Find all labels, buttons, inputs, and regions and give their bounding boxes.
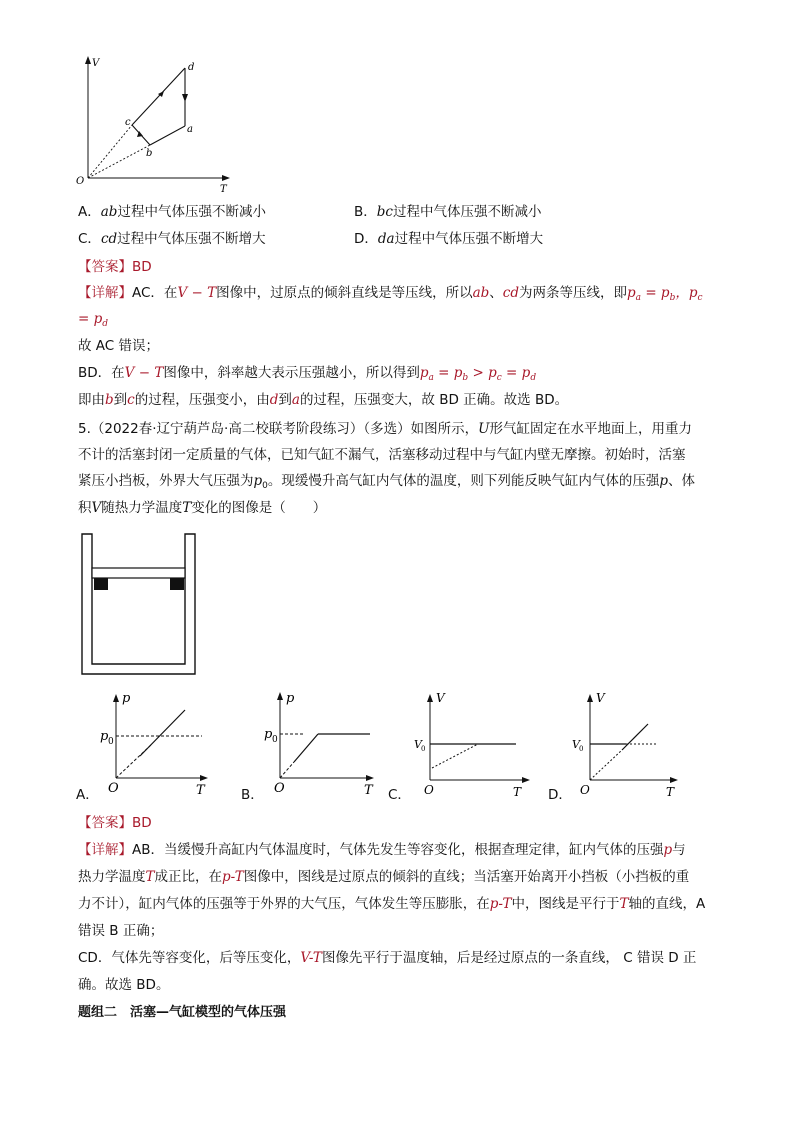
option-b: B．bc过程中气体压强不断减小 — [354, 204, 542, 220]
q5-stem-line2: 不计的活塞封闭一定质量的气体，已知气缸不漏气，活塞移动过程中与气缸内壁无摩擦。初始时，活塞 — [78, 447, 686, 463]
svg-text:V: V — [596, 691, 605, 705]
svg-text:O: O — [580, 783, 590, 797]
q5-detail-line1: 【详解】AB．当缓慢升高缸内气体温度时，气体先发生等容变化，根据查理定律，缸内气体的压强p与 — [78, 842, 686, 858]
q5-answer: 【答案】BD — [78, 815, 152, 831]
svg-text:0: 0 — [579, 745, 584, 753]
svg-text:p: p — [286, 691, 295, 706]
graph-c — [410, 688, 535, 798]
option-a: A．ab过程中气体压强不断减小 — [78, 204, 266, 220]
q4-detail-line4: BD．在V − T图像中，斜率越大表示压强越小，所以得到$p_a = p_b > p_c = p_d$ — [78, 365, 537, 383]
svg-text:O: O — [274, 781, 285, 796]
svg-text:V: V — [414, 738, 422, 751]
stopper-right — [170, 578, 184, 590]
q4-detail-line3: 故 AC 错误； — [78, 338, 160, 354]
svg-text:O: O — [424, 783, 434, 797]
label-o: O — [76, 176, 85, 187]
svg-text:p: p — [122, 691, 131, 706]
line-ab — [150, 126, 185, 145]
arrow-da — [182, 94, 188, 102]
graph-a — [90, 688, 215, 798]
label-d: d — [188, 62, 195, 73]
graph-b — [254, 688, 379, 798]
label-t: T — [220, 184, 227, 195]
graph-b-letter: B． — [241, 787, 264, 803]
q5-detail-line4: 错误 B 正确； — [78, 923, 164, 939]
cylinder-diagram — [80, 532, 200, 677]
q5-detail-line2: 热力学温度T成正比，在p-T图像中，图线是过原点的倾斜的直线；当活塞开始离开小挡板（小挡板的重 — [78, 869, 690, 885]
q5-stem-line3: 紧压小挡板，外界大气压强为$p_0$。现缓慢升高气缸内气体的温度，则下列能反映气缸内气体的压强p、体 — [78, 473, 696, 491]
line-cd — [132, 68, 185, 125]
q4-detail-line2: = $p_d$ — [78, 311, 109, 329]
svg-text:0: 0 — [108, 737, 114, 747]
q5-stem-line4: 积V随热力学温度T变化的图像是（ ） — [78, 500, 327, 516]
stopper-left — [94, 578, 108, 590]
q5-detail-line5: CD．气体先等容变化，后等压变化，V-T图像先平行于温度轴，后是经过原点的一条直线， C 错误 D 正 — [78, 950, 697, 966]
svg-text:O: O — [108, 781, 119, 796]
q5-detail-line3: 力不计），缸内气体的压强等于外界的大气压，气体发生等压膨胀，在p-T中，图线是平行于T轴的直线，A — [78, 896, 706, 912]
svg-text:T: T — [666, 785, 675, 798]
option-c: C．cd过程中气体压强不断增大 — [78, 231, 266, 247]
t-axis-arrow — [222, 175, 230, 181]
svg-text:T: T — [196, 783, 205, 798]
graph-c-letter: C． — [388, 787, 411, 803]
svg-text:0: 0 — [421, 745, 426, 753]
q5-detail-line6: 确。故选 BD。 — [78, 977, 170, 993]
graph-d — [570, 688, 695, 798]
svg-text:V: V — [436, 691, 445, 705]
option-d: D．da过程中气体压强不断增大 — [354, 231, 544, 247]
piston — [92, 568, 185, 578]
dashed-od — [88, 125, 132, 178]
section-title: 题组二 活塞—气缸模型的气体压强 — [78, 1005, 287, 1020]
graph-d-letter: D． — [548, 787, 572, 803]
q4-detail-line1: 【详解】AC．在V − T图像中，过原点的倾斜直线是等压线，所以ab、cd为两条等压线，即$p_a = p_b$，$p_c$ — [78, 285, 703, 303]
vt-diagram — [70, 50, 240, 195]
label-b: b — [146, 148, 153, 159]
q4-detail-line5: 即由b到c的过程，压强变小，由d到a的过程，压强变大，故 BD 正确。故选 BD。 — [78, 392, 569, 408]
graph-a-letter: A． — [76, 787, 99, 803]
label-a: a — [187, 124, 193, 135]
svg-text:p: p — [264, 727, 273, 742]
v-axis-arrow — [85, 56, 91, 64]
svg-text:p: p — [100, 729, 109, 744]
svg-text:T: T — [364, 783, 373, 798]
label-v: V — [92, 58, 100, 69]
svg-text:0: 0 — [272, 735, 278, 745]
cylinder-wall — [82, 534, 195, 674]
svg-text:V: V — [572, 738, 580, 751]
q4-answer: 【答案】BD — [78, 259, 152, 275]
svg-text:T: T — [513, 785, 522, 798]
dashed-oa — [88, 145, 153, 178]
q5-stem-line1: 5.（2022春·辽宁葫芦岛·高二校联考阶段练习）（多选）如图所示，U形气缸固定在水平地面上，用重力 — [78, 421, 692, 437]
label-c: c — [125, 117, 131, 128]
